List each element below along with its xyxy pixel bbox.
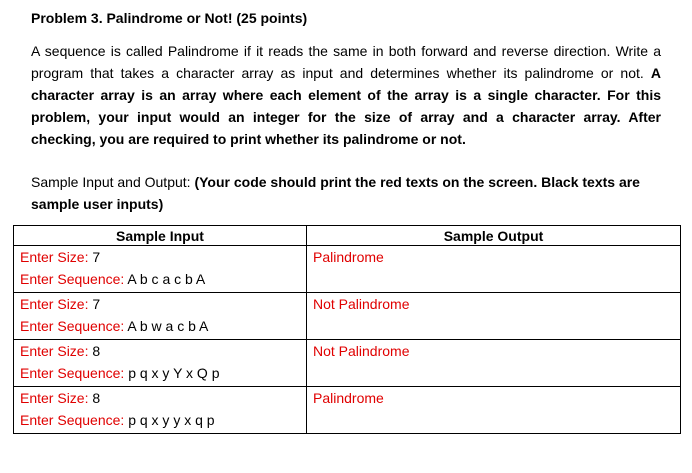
sample-intro-note: (Your code should print the red texts on the screen. Black texts are sample user inputs) [31,174,640,212]
sample-output-cell [307,293,681,340]
sequence-value: A b w a c b A [127,318,209,334]
size-prompt: Enter Size: [20,296,93,312]
problem-title: Problem 3. Palindrome or Not! (25 points) [31,10,308,26]
sample-input-cell [14,293,307,340]
sequence-prompt: Enter Sequence: [20,412,129,428]
sequence-prompt: Enter Sequence: [20,365,129,381]
sequence-prompt: Enter Sequence: [20,318,128,334]
output-text: Not Palindrome [313,296,410,312]
table-row [14,246,681,293]
sample-output-cell [307,387,681,434]
size-value: 7 [92,296,101,312]
sample-output-cell [307,246,681,293]
problem-description [31,40,661,150]
sample-input-cell [14,246,307,293]
size-prompt: Enter Size: [20,343,93,359]
sequence-value: p q x y Y x Q p [128,365,220,381]
sample-input-cell [14,387,307,434]
description-text: A sequence is called Palindrome if it reads the same in both forward and reverse direction. Write a program that takes a character array as input and determines whether its palindrome or not. [31,43,661,81]
sequence-prompt: Enter Sequence: [20,271,128,287]
table-row [14,387,681,434]
sample-input-cell [14,340,307,387]
description-bold-text: A character array is an array where each element of the array is a single character. For this problem, your input would an integer for the size of array and a character array. After checking, you are required to print whether its palindrome or not. [31,65,661,147]
table-row [14,340,681,387]
sequence-value: p q x y y x q p [128,412,215,428]
size-value: 8 [92,343,101,359]
size-value: 7 [92,249,101,265]
header-sample-input: Sample Input [14,226,307,246]
output-text: Palindrome [313,390,384,406]
size-value: 8 [92,390,101,406]
output-text: Palindrome [313,249,384,265]
sample-intro-label: Sample Input and Output: [31,174,195,190]
size-prompt: Enter Size: [20,390,93,406]
table-row [14,293,681,340]
sample-io-table [13,225,681,434]
header-sample-output: Sample Output [307,226,681,246]
size-prompt: Enter Size: [20,249,93,265]
sample-output-cell [307,340,681,387]
sequence-value: A b c a c b A [127,271,206,287]
table-header-row [14,226,681,246]
output-text: Not Palindrome [313,343,410,359]
sample-intro [31,171,661,215]
